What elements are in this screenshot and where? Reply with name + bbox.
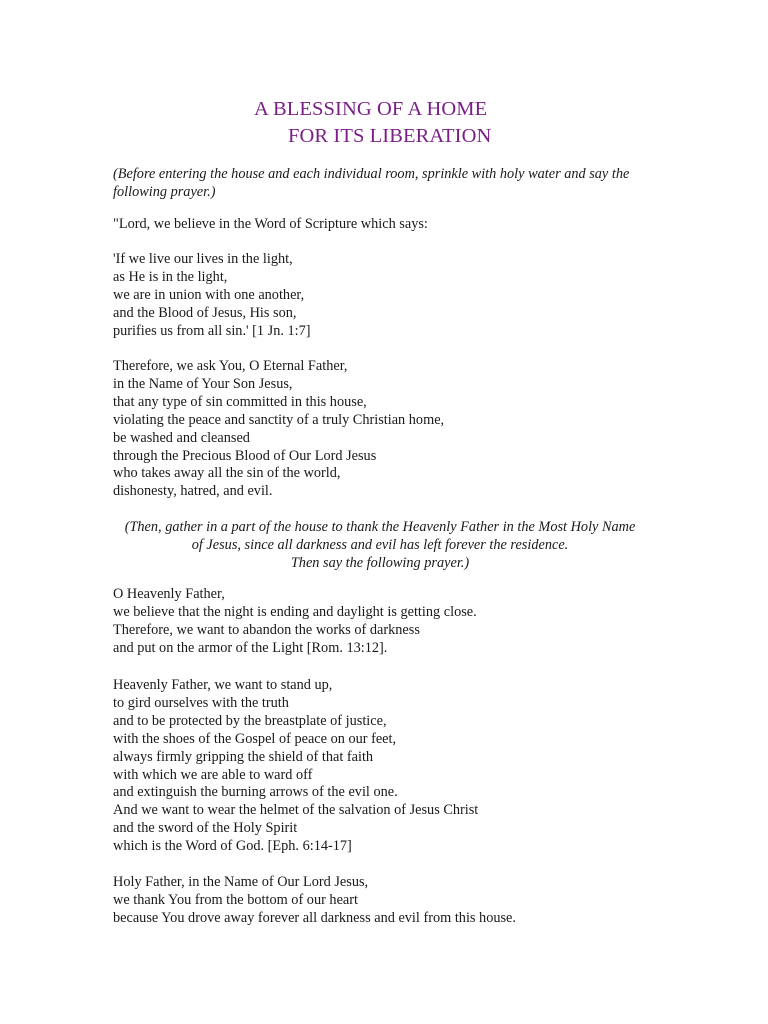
- prayer-paragraph-2: [113, 677, 673, 856]
- prayer-line: and extinguish the burning arrows of the evil one.: [113, 784, 398, 801]
- scripture-line: as He is in the light,: [113, 268, 228, 285]
- prayer-line: which is the Word of God. [Eph. 6:14-17]: [113, 838, 352, 855]
- prayer-line: and to be protected by the breastplate of justice,: [113, 712, 387, 729]
- opening-line: [113, 216, 673, 234]
- title-line-1: A BLESSING OF A HOME: [254, 98, 488, 120]
- petition-line: who takes away all the sin of the world,: [113, 465, 341, 482]
- opening-text: "Lord, we believe in the Word of Scripture which says:: [113, 216, 428, 232]
- instruction-line: (Then, gather in a part of the house to thank the Heavenly Father in the Most Holy Name: [124, 519, 636, 535]
- document-title: [230, 96, 560, 150]
- petition-line: that any type of sin committed in this house,: [113, 393, 367, 410]
- prayer-line: And we want to wear the helmet of the salvation of Jesus Christ: [113, 802, 479, 819]
- prayer-line: always firmly gripping the shield of that faith: [113, 748, 374, 765]
- petition-line: through the Precious Blood of Our Lord Jesus: [113, 447, 377, 464]
- title-line-2: FOR ITS LIBERATION: [288, 125, 492, 147]
- petition-line: Therefore, we ask You, O Eternal Father,: [113, 358, 348, 374]
- prayer-line: and put on the armor of the Light [Rom. 13:12].: [113, 639, 388, 656]
- prayer-line: to gird ourselves with the truth: [113, 694, 289, 711]
- scripture-line: and the Blood of Jesus, His son,: [113, 304, 297, 321]
- petition-line: dishonesty, hatred, and evil.: [113, 483, 273, 500]
- instruction-line: of Jesus, since all darkness and evil has left forever the residence.: [191, 537, 569, 553]
- prayer-line: we believe that the night is ending and daylight is getting close.: [113, 603, 477, 620]
- petition-paragraph: [113, 358, 673, 501]
- gathering-instruction: [100, 518, 660, 572]
- prayer-line: with the shoes of the Gospel of peace on our feet,: [113, 730, 397, 747]
- prayer-line: Therefore, we want to abandon the works of darkness: [113, 621, 420, 638]
- prayer-paragraph-1: [113, 586, 673, 658]
- prayer-line: and the sword of the Holy Spirit: [113, 820, 298, 837]
- prayer-paragraph-3: [113, 874, 673, 928]
- intro-instruction: (Before entering the house and each individual room, sprinkle with holy water and say the following prayer.): [113, 166, 630, 200]
- petition-line: in the Name of Your Son Jesus,: [113, 375, 293, 392]
- prayer-line: O Heavenly Father,: [113, 586, 225, 602]
- prayer-line: with which we are able to ward off: [113, 766, 313, 783]
- scripture-line: 'If we live our lives in the light,: [113, 251, 293, 267]
- scripture-quote: [113, 251, 673, 341]
- petition-line: be washed and cleansed: [113, 429, 250, 446]
- petition-line: violating the peace and sanctity of a truly Christian home,: [113, 411, 445, 428]
- scripture-line: purifies us from all sin.' [1 Jn. 1:7]: [113, 322, 311, 339]
- prayer-line: we thank You from the bottom of our heart: [113, 891, 358, 908]
- prayer-line: because You drove away forever all darkness and evil from this house.: [113, 909, 516, 926]
- prayer-line: Heavenly Father, we want to stand up,: [113, 677, 333, 693]
- prayer-line: Holy Father, in the Name of Our Lord Jesus,: [113, 874, 369, 890]
- scripture-line: we are in union with one another,: [113, 286, 305, 303]
- instruction-line: Then say the following prayer.): [290, 555, 470, 571]
